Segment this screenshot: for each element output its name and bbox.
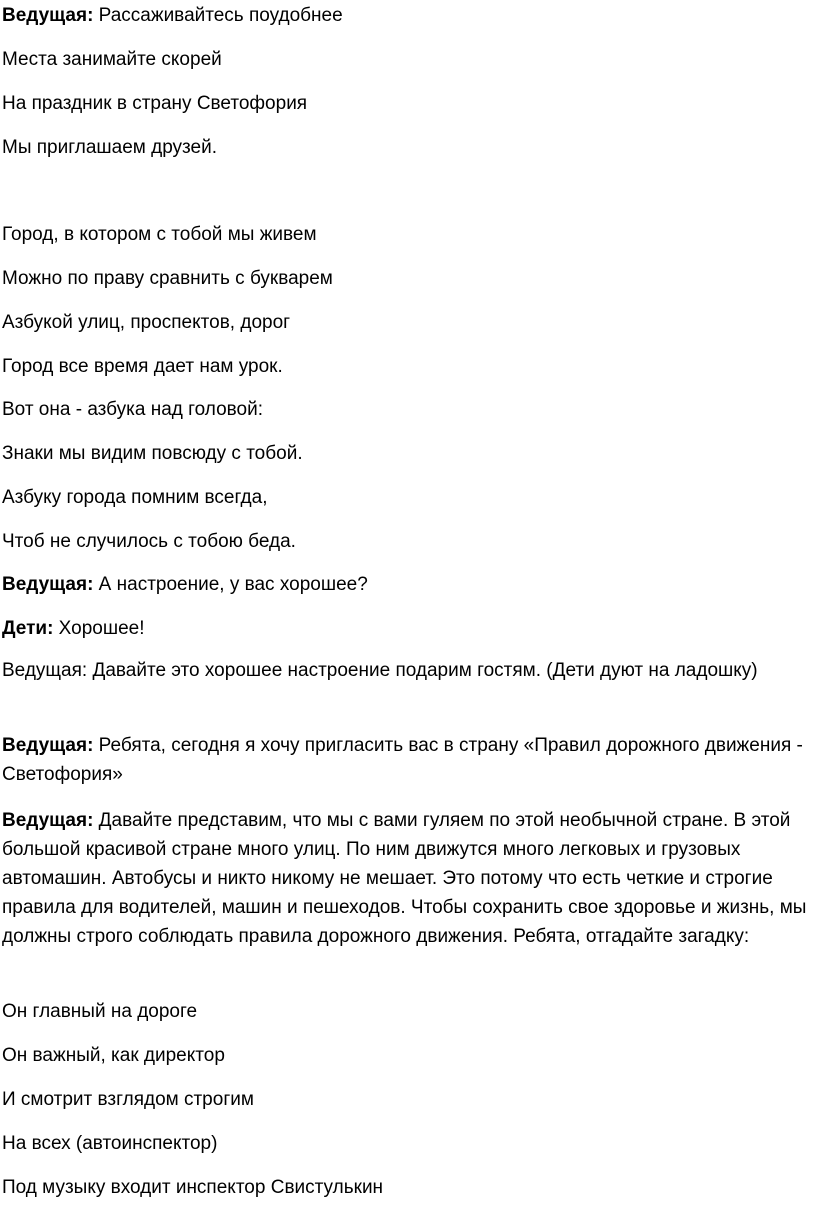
riddle-line: На всех (автоинспектор)	[2, 1133, 218, 1154]
riddle-line: Он главный на дороге	[2, 1001, 198, 1022]
paragraph-text: Ребята, сегодня я хочу пригласить вас в страну «Правил дорожного движения - Светофория»	[2, 735, 803, 785]
poem-line: Город, в котором с тобой мы живем	[2, 224, 317, 245]
poem-line	[2, 4, 343, 28]
line-text: Рассаживайтесь поудобнее	[93, 5, 343, 26]
poem-line: На праздник в страну Светофория	[2, 93, 308, 114]
dialogue-line	[2, 573, 368, 597]
dialogue-line	[2, 617, 145, 641]
speaker-label: Ведущая:	[2, 574, 94, 595]
speaker-label: Дети:	[2, 618, 54, 639]
dialogue-paragraph	[2, 731, 808, 789]
speaker-label: Ведущая:	[2, 5, 94, 26]
paragraph-text: Давайте представим, что мы с вами гуляем по этой необычной стране. В этой большой красивой стране много улиц. По ним движутся много легковых и грузовых автомашин. Автобусы и никто никому не мешает. Это потому что есть четкие и строгие правила для водителей, машин и пешеходов. Чтобы сохранить свое здоровье и жизнь, мы должны строго соблюдать правила дорожного движения. Ребята, отгадайте загадку:	[2, 810, 807, 947]
line-text: Хорошее!	[53, 618, 145, 639]
poem-line: Места занимайте скорей	[2, 49, 222, 70]
stage-direction-line: Под музыку входит инспектор Свистулькин	[2, 1177, 384, 1198]
speaker-label: Ведущая:	[2, 810, 94, 831]
dialogue-paragraph: Ведущая: Давайте это хорошее настроение подарим гостям. (Дети дуют на ладошку)	[2, 660, 758, 681]
poem-line: Азбуку города помним всегда,	[2, 487, 268, 508]
line-text: А настроение, у вас хорошее?	[93, 574, 368, 595]
poem-line: Азбукой улиц, проспектов, дорог	[2, 312, 291, 333]
poem-line: Мы приглашаем друзей.	[2, 137, 218, 158]
poem-line: Можно по праву сравнить с букварем	[2, 268, 333, 289]
poem-line: Город все время дает нам урок.	[2, 356, 283, 377]
dialogue-paragraph	[2, 806, 808, 951]
speaker-label: Ведущая:	[2, 735, 94, 756]
poem-line: Вот она - азбука над головой:	[2, 399, 263, 420]
riddle-line: Он важный, как директор	[2, 1045, 225, 1066]
poem-line: Знаки мы видим повсюду с тобой.	[2, 443, 303, 464]
riddle-line: И смотрит взглядом строгим	[2, 1089, 254, 1110]
poem-line: Чтоб не случилось с тобою беда.	[2, 531, 296, 552]
